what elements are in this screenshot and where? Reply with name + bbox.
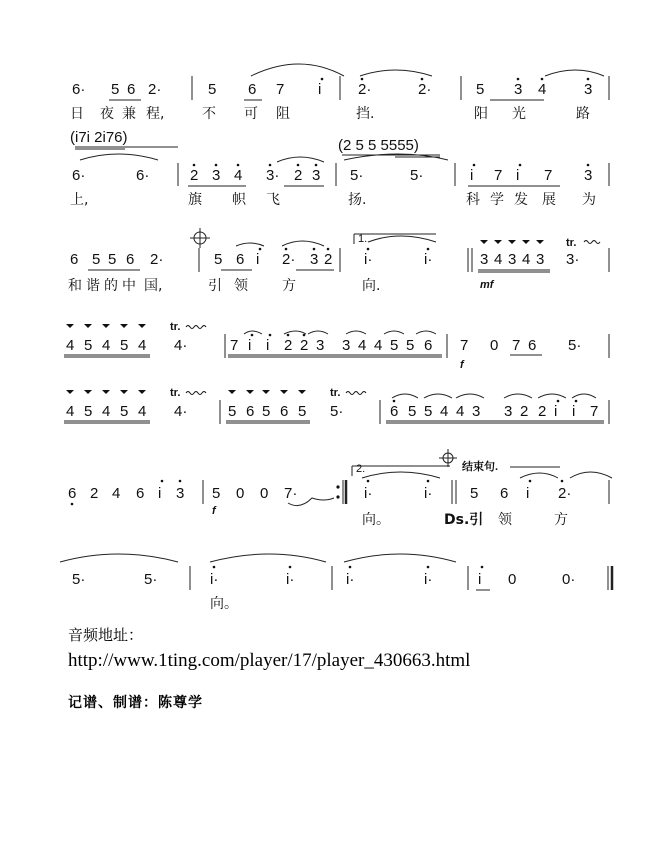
note: 5· bbox=[72, 571, 86, 588]
note: 4 bbox=[112, 485, 121, 502]
lyric: 旗 bbox=[188, 192, 202, 208]
row-6-lyrics bbox=[362, 511, 568, 528]
note: 4 bbox=[138, 337, 147, 354]
row-2-slur-a bbox=[80, 154, 158, 160]
note: 2 bbox=[90, 485, 99, 502]
row-3-slur-a bbox=[236, 243, 264, 246]
lyric: 挡. bbox=[356, 106, 375, 122]
note: 6 bbox=[246, 403, 255, 420]
note: 7 bbox=[276, 81, 285, 98]
note: 3 bbox=[342, 337, 351, 354]
trill-mark: tr. bbox=[566, 237, 577, 249]
lyric: Ds.引 bbox=[444, 512, 484, 528]
note: 0 bbox=[508, 571, 517, 588]
note: 4 bbox=[440, 403, 449, 420]
lyric: 向。 bbox=[362, 512, 390, 528]
row-2-slur-b bbox=[277, 157, 324, 162]
note: 6 bbox=[528, 337, 537, 354]
note: 2· bbox=[282, 251, 296, 268]
volta-2-label: 2. bbox=[356, 463, 366, 475]
note: 5· bbox=[330, 403, 344, 420]
lyric: 谐 bbox=[86, 278, 100, 294]
row-5-slur-b bbox=[424, 394, 452, 398]
note: i bbox=[256, 251, 260, 268]
note: 5 bbox=[390, 337, 399, 354]
note: i· bbox=[346, 571, 355, 588]
note: 0 bbox=[236, 485, 245, 502]
note: 5 bbox=[84, 403, 93, 420]
note: 6 bbox=[126, 251, 135, 268]
row-7-barlines bbox=[190, 566, 612, 590]
note: 4· bbox=[174, 337, 188, 354]
row-1-notes bbox=[72, 81, 592, 98]
note: 4 bbox=[538, 81, 547, 98]
note: 3 bbox=[508, 251, 517, 268]
row-7-slur-c bbox=[344, 554, 456, 562]
dynamic-f: f bbox=[212, 505, 216, 517]
row-4-underlines bbox=[64, 355, 542, 357]
note: 6 bbox=[280, 403, 289, 420]
note: 3 bbox=[212, 167, 221, 184]
note: 4 bbox=[456, 403, 465, 420]
note: 5 bbox=[208, 81, 217, 98]
note: 4 bbox=[66, 337, 75, 354]
trill-mark: tr. bbox=[170, 321, 181, 333]
note: 5 bbox=[470, 485, 479, 502]
note: i bbox=[572, 403, 576, 420]
lyric: 方 bbox=[282, 278, 296, 294]
note: 5 bbox=[214, 251, 223, 268]
row-4-notes bbox=[66, 337, 581, 354]
row-3-lyrics bbox=[68, 277, 380, 294]
repeat-dots bbox=[336, 485, 339, 498]
lyric: 帜 bbox=[232, 192, 246, 208]
note: i· bbox=[424, 251, 433, 268]
note: 2· bbox=[148, 81, 162, 98]
note: 6· bbox=[72, 81, 86, 98]
row-3-barlines bbox=[199, 248, 609, 272]
dynamic-f: f bbox=[460, 359, 464, 371]
note: 3 bbox=[316, 337, 325, 354]
note: i· bbox=[424, 485, 433, 502]
row-5-slur-d bbox=[504, 394, 532, 398]
note: 5 bbox=[408, 403, 417, 420]
note: i bbox=[266, 337, 270, 354]
lyric: 引 bbox=[208, 278, 222, 294]
note: 2 bbox=[284, 337, 293, 354]
lyric: 夜 bbox=[100, 106, 114, 122]
note: i bbox=[318, 81, 322, 98]
row-7-notes bbox=[72, 571, 575, 588]
lyric: 领 bbox=[498, 512, 512, 528]
note: 5 bbox=[120, 403, 129, 420]
note: 2 bbox=[300, 337, 309, 354]
note: 5 bbox=[84, 337, 93, 354]
note: 5· bbox=[144, 571, 158, 588]
lyric: 程, bbox=[146, 106, 165, 122]
lyric: 阳 bbox=[474, 106, 488, 122]
note: 2 bbox=[190, 167, 199, 184]
credit-line: 记谱、制谱：陈尊学 bbox=[68, 695, 203, 711]
note: 7 bbox=[460, 337, 469, 354]
note: 3 bbox=[312, 167, 321, 184]
note: 5 bbox=[424, 403, 433, 420]
note: 6 bbox=[248, 81, 257, 98]
row-4-slur-c bbox=[308, 331, 328, 334]
note: 3 bbox=[536, 251, 545, 268]
row-4-slur-b bbox=[284, 331, 306, 334]
note: 5 bbox=[212, 485, 221, 502]
row-6-slur-a bbox=[362, 472, 440, 478]
note: 5· bbox=[568, 337, 582, 354]
trill-mark: tr. bbox=[330, 387, 341, 399]
paren-notes-b: (2 5 5 5555) bbox=[338, 137, 419, 154]
note: 6 bbox=[424, 337, 433, 354]
note: 7· bbox=[284, 485, 298, 502]
lyric: 发 bbox=[514, 192, 528, 208]
lyric: 展 bbox=[542, 192, 556, 208]
note: 3 bbox=[310, 251, 319, 268]
lyric: 扬. bbox=[348, 192, 367, 208]
row-4-barlines bbox=[225, 334, 609, 358]
lyric: 和 bbox=[68, 278, 82, 294]
row-5-underlines bbox=[64, 421, 604, 423]
lyric: 为 bbox=[582, 192, 596, 208]
note: 6 bbox=[68, 485, 77, 502]
note: 5· bbox=[350, 167, 364, 184]
row-6-slur-c bbox=[570, 472, 612, 478]
note: 2· bbox=[558, 485, 572, 502]
note: 2 bbox=[324, 251, 333, 268]
audio-url-link[interactable]: http://www.1ting.com/player/17/player_430663.html bbox=[68, 650, 471, 671]
note: i· bbox=[286, 571, 295, 588]
note: 4 bbox=[138, 403, 147, 420]
lyric: 科 bbox=[466, 192, 480, 208]
row-3-notes bbox=[70, 251, 579, 268]
lyric: 学 bbox=[490, 192, 504, 208]
row-4-slur-d bbox=[346, 331, 366, 334]
note: 6 bbox=[136, 485, 145, 502]
lyric: 领 bbox=[234, 278, 248, 294]
note: 3 bbox=[584, 167, 593, 184]
row-3-slur-c bbox=[368, 236, 436, 242]
note: 4 bbox=[234, 167, 243, 184]
note: i bbox=[478, 571, 482, 588]
note: 6 bbox=[70, 251, 79, 268]
note: 5 bbox=[406, 337, 415, 354]
row-1-slur-c bbox=[545, 70, 604, 76]
row-7-lyrics bbox=[210, 596, 238, 612]
lyric: 上, bbox=[70, 192, 89, 208]
lyric: 光 bbox=[512, 106, 526, 122]
note: 3 bbox=[584, 81, 593, 98]
note: 2 bbox=[294, 167, 303, 184]
volta-1-label: 1. bbox=[358, 233, 368, 245]
note: 5 bbox=[120, 337, 129, 354]
note: 7 bbox=[512, 337, 521, 354]
note: 4 bbox=[102, 403, 111, 420]
row-7-slur-b bbox=[210, 554, 326, 562]
note: 5 bbox=[228, 403, 237, 420]
row-4-slur-a bbox=[244, 331, 262, 334]
note: 5 bbox=[108, 251, 117, 268]
note: 6· bbox=[136, 167, 150, 184]
lyric: 向。 bbox=[210, 596, 238, 612]
lyric: 可 bbox=[244, 106, 258, 122]
row-2-lyrics bbox=[70, 191, 596, 208]
row-1-slur-a bbox=[251, 64, 344, 76]
note: 6 bbox=[236, 251, 245, 268]
note: 4 bbox=[358, 337, 367, 354]
note: 4 bbox=[102, 337, 111, 354]
note: 5 bbox=[92, 251, 101, 268]
note: 3· bbox=[266, 167, 280, 184]
paren-notes-a: (i7i 2i76) bbox=[70, 129, 128, 146]
note: 4 bbox=[522, 251, 531, 268]
row-4-slur-f bbox=[416, 331, 436, 334]
note: i bbox=[248, 337, 252, 354]
note: 6 bbox=[390, 403, 399, 420]
row-6-slur-b bbox=[520, 473, 558, 478]
note: 2· bbox=[418, 81, 432, 98]
note: 4 bbox=[374, 337, 383, 354]
row-5-slur-a bbox=[392, 394, 418, 398]
note: 7 bbox=[544, 167, 553, 184]
note: 7 bbox=[230, 337, 239, 354]
row-1-slur-b bbox=[360, 70, 432, 76]
row-1-lyrics bbox=[70, 105, 590, 122]
note: 6· bbox=[72, 167, 86, 184]
note: 2 bbox=[538, 403, 547, 420]
note: 5 bbox=[298, 403, 307, 420]
lyric: 向. bbox=[362, 278, 381, 294]
note: 3 bbox=[480, 251, 489, 268]
lyric: 路 bbox=[576, 106, 590, 122]
lyric: 不 bbox=[202, 106, 216, 122]
note: i bbox=[470, 167, 474, 184]
row-5-slur-e bbox=[538, 394, 566, 398]
audio-address-label: 音频地址： bbox=[68, 626, 144, 644]
note: 4 bbox=[494, 251, 503, 268]
octave-dots bbox=[71, 78, 593, 569]
coda-icon bbox=[190, 228, 210, 248]
note: 5 bbox=[111, 81, 120, 98]
note: i bbox=[554, 403, 558, 420]
note: 3 bbox=[472, 403, 481, 420]
note: 7 bbox=[590, 403, 599, 420]
note: i· bbox=[364, 251, 373, 268]
note: 6 bbox=[127, 81, 136, 98]
row-3-slur-b bbox=[282, 241, 324, 246]
note: 3· bbox=[566, 251, 580, 268]
note: 5 bbox=[476, 81, 485, 98]
row-4-slur-e bbox=[384, 331, 404, 334]
note: 6 bbox=[500, 485, 509, 502]
note: 4· bbox=[174, 403, 188, 420]
lyric: 的 bbox=[104, 278, 118, 294]
lyric: 阻 bbox=[276, 106, 290, 122]
lyric: 兼 bbox=[122, 106, 136, 122]
note: 3 bbox=[504, 403, 513, 420]
row-2-notes bbox=[72, 167, 592, 184]
note: 0 bbox=[490, 337, 499, 354]
note: 0· bbox=[562, 571, 576, 588]
note: 2· bbox=[150, 251, 164, 268]
lyric: 中 bbox=[122, 278, 136, 294]
trill-mark: tr. bbox=[170, 387, 181, 399]
row-3-underlines bbox=[88, 270, 550, 272]
note: 3 bbox=[514, 81, 523, 98]
note: i bbox=[526, 485, 530, 502]
lyric: 方 bbox=[554, 512, 568, 528]
note: 0 bbox=[260, 485, 269, 502]
row-7-slur-a bbox=[60, 554, 178, 562]
lyric: 飞 bbox=[266, 192, 280, 208]
dynamic-mf: mf bbox=[480, 279, 494, 291]
note: i· bbox=[424, 571, 433, 588]
note: 2 bbox=[520, 403, 529, 420]
note: i bbox=[516, 167, 520, 184]
note: i bbox=[158, 485, 162, 502]
end-phrase-label: 结束句. bbox=[462, 461, 499, 473]
row-5-slur-c bbox=[456, 394, 484, 398]
row-6-volta-2 bbox=[352, 466, 450, 476]
note: 2· bbox=[358, 81, 372, 98]
note: 5 bbox=[262, 403, 271, 420]
row-5-notes bbox=[66, 403, 598, 420]
coda-icon-2 bbox=[439, 449, 457, 467]
note: 5· bbox=[410, 167, 424, 184]
lyric: 国, bbox=[144, 278, 163, 294]
note: 3 bbox=[176, 485, 185, 502]
note: i· bbox=[210, 571, 219, 588]
lyric: 日 bbox=[70, 106, 84, 122]
note: 4 bbox=[66, 403, 75, 420]
note: 7 bbox=[494, 167, 503, 184]
row-5-slur-f bbox=[572, 394, 596, 398]
note: i· bbox=[364, 485, 373, 502]
